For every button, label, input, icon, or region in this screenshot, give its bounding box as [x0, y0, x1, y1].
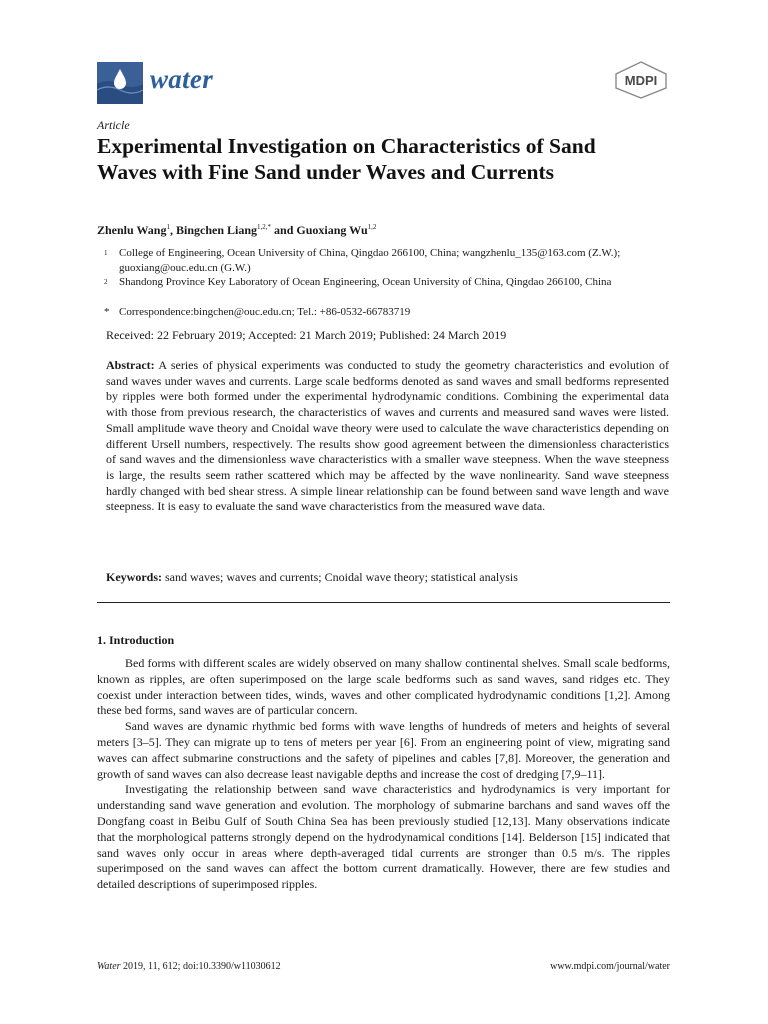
section-body	[97, 656, 670, 893]
author-name: Zhenlu Wang	[97, 223, 167, 237]
abstract	[106, 358, 669, 515]
author-separator: ,	[169, 223, 176, 237]
abstract-text: A series of physical experiments was conducted to study the geometry characteristics and evolution of sand waves under waves and currents. Large scale bedforms denoted as sand waves and small bedforms represented by ripples were both formed under the experimental hydrodynamic conditions. Combining the experimental data with those from previous research, the characteristics of waves and currents and measured sand waves were listed. Small amplitude wave theory and Cnoidal wave theory were used to calculate the wave characteristics depending on different Ursell numbers, respectively. The results show good agreement between the dimensionless characteristics of sand waves and the dimensionless wave characteristics with a smaller wave steepness. When the wave steepness is large, the results seem rather scattered which may be affected by the wave nonlinearity. Sand wave steepness hardly changed with bed shear stress. A simple linear relationship can be found between sand wave length and wave steepness. It is easy to evaluate the sand wave characteristics from the measured wave data.	[106, 358, 669, 514]
journal-name: water	[150, 64, 214, 94]
publication-dates: Received: 22 February 2019; Accepted: 21 March 2019; Published: 24 March 2019	[106, 328, 507, 342]
affiliation-mark: 2	[104, 278, 108, 286]
body-paragraph: Investigating the relationship between sand wave characteristics and hydrodynamics is very important for understanding sand wave generation and evolution. The morphology of submarine barchans and sand waves off the Dongfang coast in Beibu Gulf of South China Sea has been previously studied [12,13]. Many observations indicate that the morphological patterns strongly depend on the hydrodynamical conditions [14]. Belderson [15] indicated that sand waves only occur in areas where depth-averaged tidal currents are stronger than 0.5 m/s. The ripples superimposed on the sand waves can affect the bottom current dramatically. However, there are few studies and detailed descriptions of superimposed ripples.	[97, 782, 670, 892]
author-separator: and	[271, 223, 297, 237]
footer-citation	[97, 961, 281, 972]
author-name: Guoxiang Wu	[296, 223, 368, 237]
section-divider	[97, 602, 670, 603]
footer-citation-text: 2019, 11, 612; doi:10.3390/w11030612	[120, 961, 281, 972]
body-paragraph: Sand waves are dynamic rhythmic bed forms with wave lengths of hundreds of meters and heights of several meters [3–5]. They can migrate up to tens of meters per year [6]. From an engineering point of view, migrating sand waves can affect submarine constructions and the safety of pipelines and cables [7,8]. Moreover, the generation and growth of sand waves can also decrease least navigable depths and increase the cost of dredging [7,9–11].	[97, 719, 670, 781]
affiliation-mark: *	[104, 306, 110, 318]
author-list	[97, 223, 376, 238]
section-heading: 1. Introduction	[97, 633, 175, 647]
keywords	[106, 570, 518, 585]
footer-url: www.mdpi.com/journal/water	[550, 961, 670, 972]
footer-journal: Water	[97, 961, 121, 972]
author-affiliation-mark: 1,2,*	[257, 223, 272, 231]
body-paragraph: Bed forms with different scales are widely observed on many shallow continental shelves. Small scale bedforms, known as ripples, are often superimposed on the large scale bedforms such as sand waves, sand ridges etc. They coexist under interaction between tides, winds, waves and other complicated hydrodynamic conditions [1,2]. Among these bed forms, sand waves are of particular concern.	[97, 656, 670, 718]
journal-logo	[97, 62, 143, 104]
affiliation-text: College of Engineering, Ocean University of China, Qingdao 266100, China; wangzhenlu_135@163.com (Z.W.); guoxiang@ouc.edu.cn (G.W.)	[119, 247, 621, 274]
author-affiliation-mark: 1,2	[367, 223, 377, 231]
abstract-label: Abstract:	[106, 358, 155, 372]
keywords-label: Keywords:	[106, 570, 162, 584]
paper-title: Experimental Investigation on Characteristics of Sand Waves with Fine Sand under Waves and Currents	[97, 134, 596, 184]
publisher-name: MDPI	[624, 73, 658, 88]
author-name: Bingchen Liang	[175, 223, 258, 237]
water-drop-icon	[97, 62, 143, 104]
affiliation-text: Shandong Province Key Laboratory of Ocean Engineering, Ocean University of China, Qingdao 266100, China	[119, 276, 612, 288]
keywords-text: sand waves; waves and currents; Cnoidal wave theory; statistical analysis	[162, 570, 518, 584]
affiliation-mark: 1	[104, 249, 108, 257]
correspondence-text: Correspondence:bingchen@ouc.edu.cn; Tel.: +86-0532-66783719	[119, 306, 411, 318]
article-type: Article	[97, 118, 130, 132]
mdpi-logo-icon	[612, 60, 670, 100]
author-affiliation-mark: 1	[166, 223, 170, 231]
